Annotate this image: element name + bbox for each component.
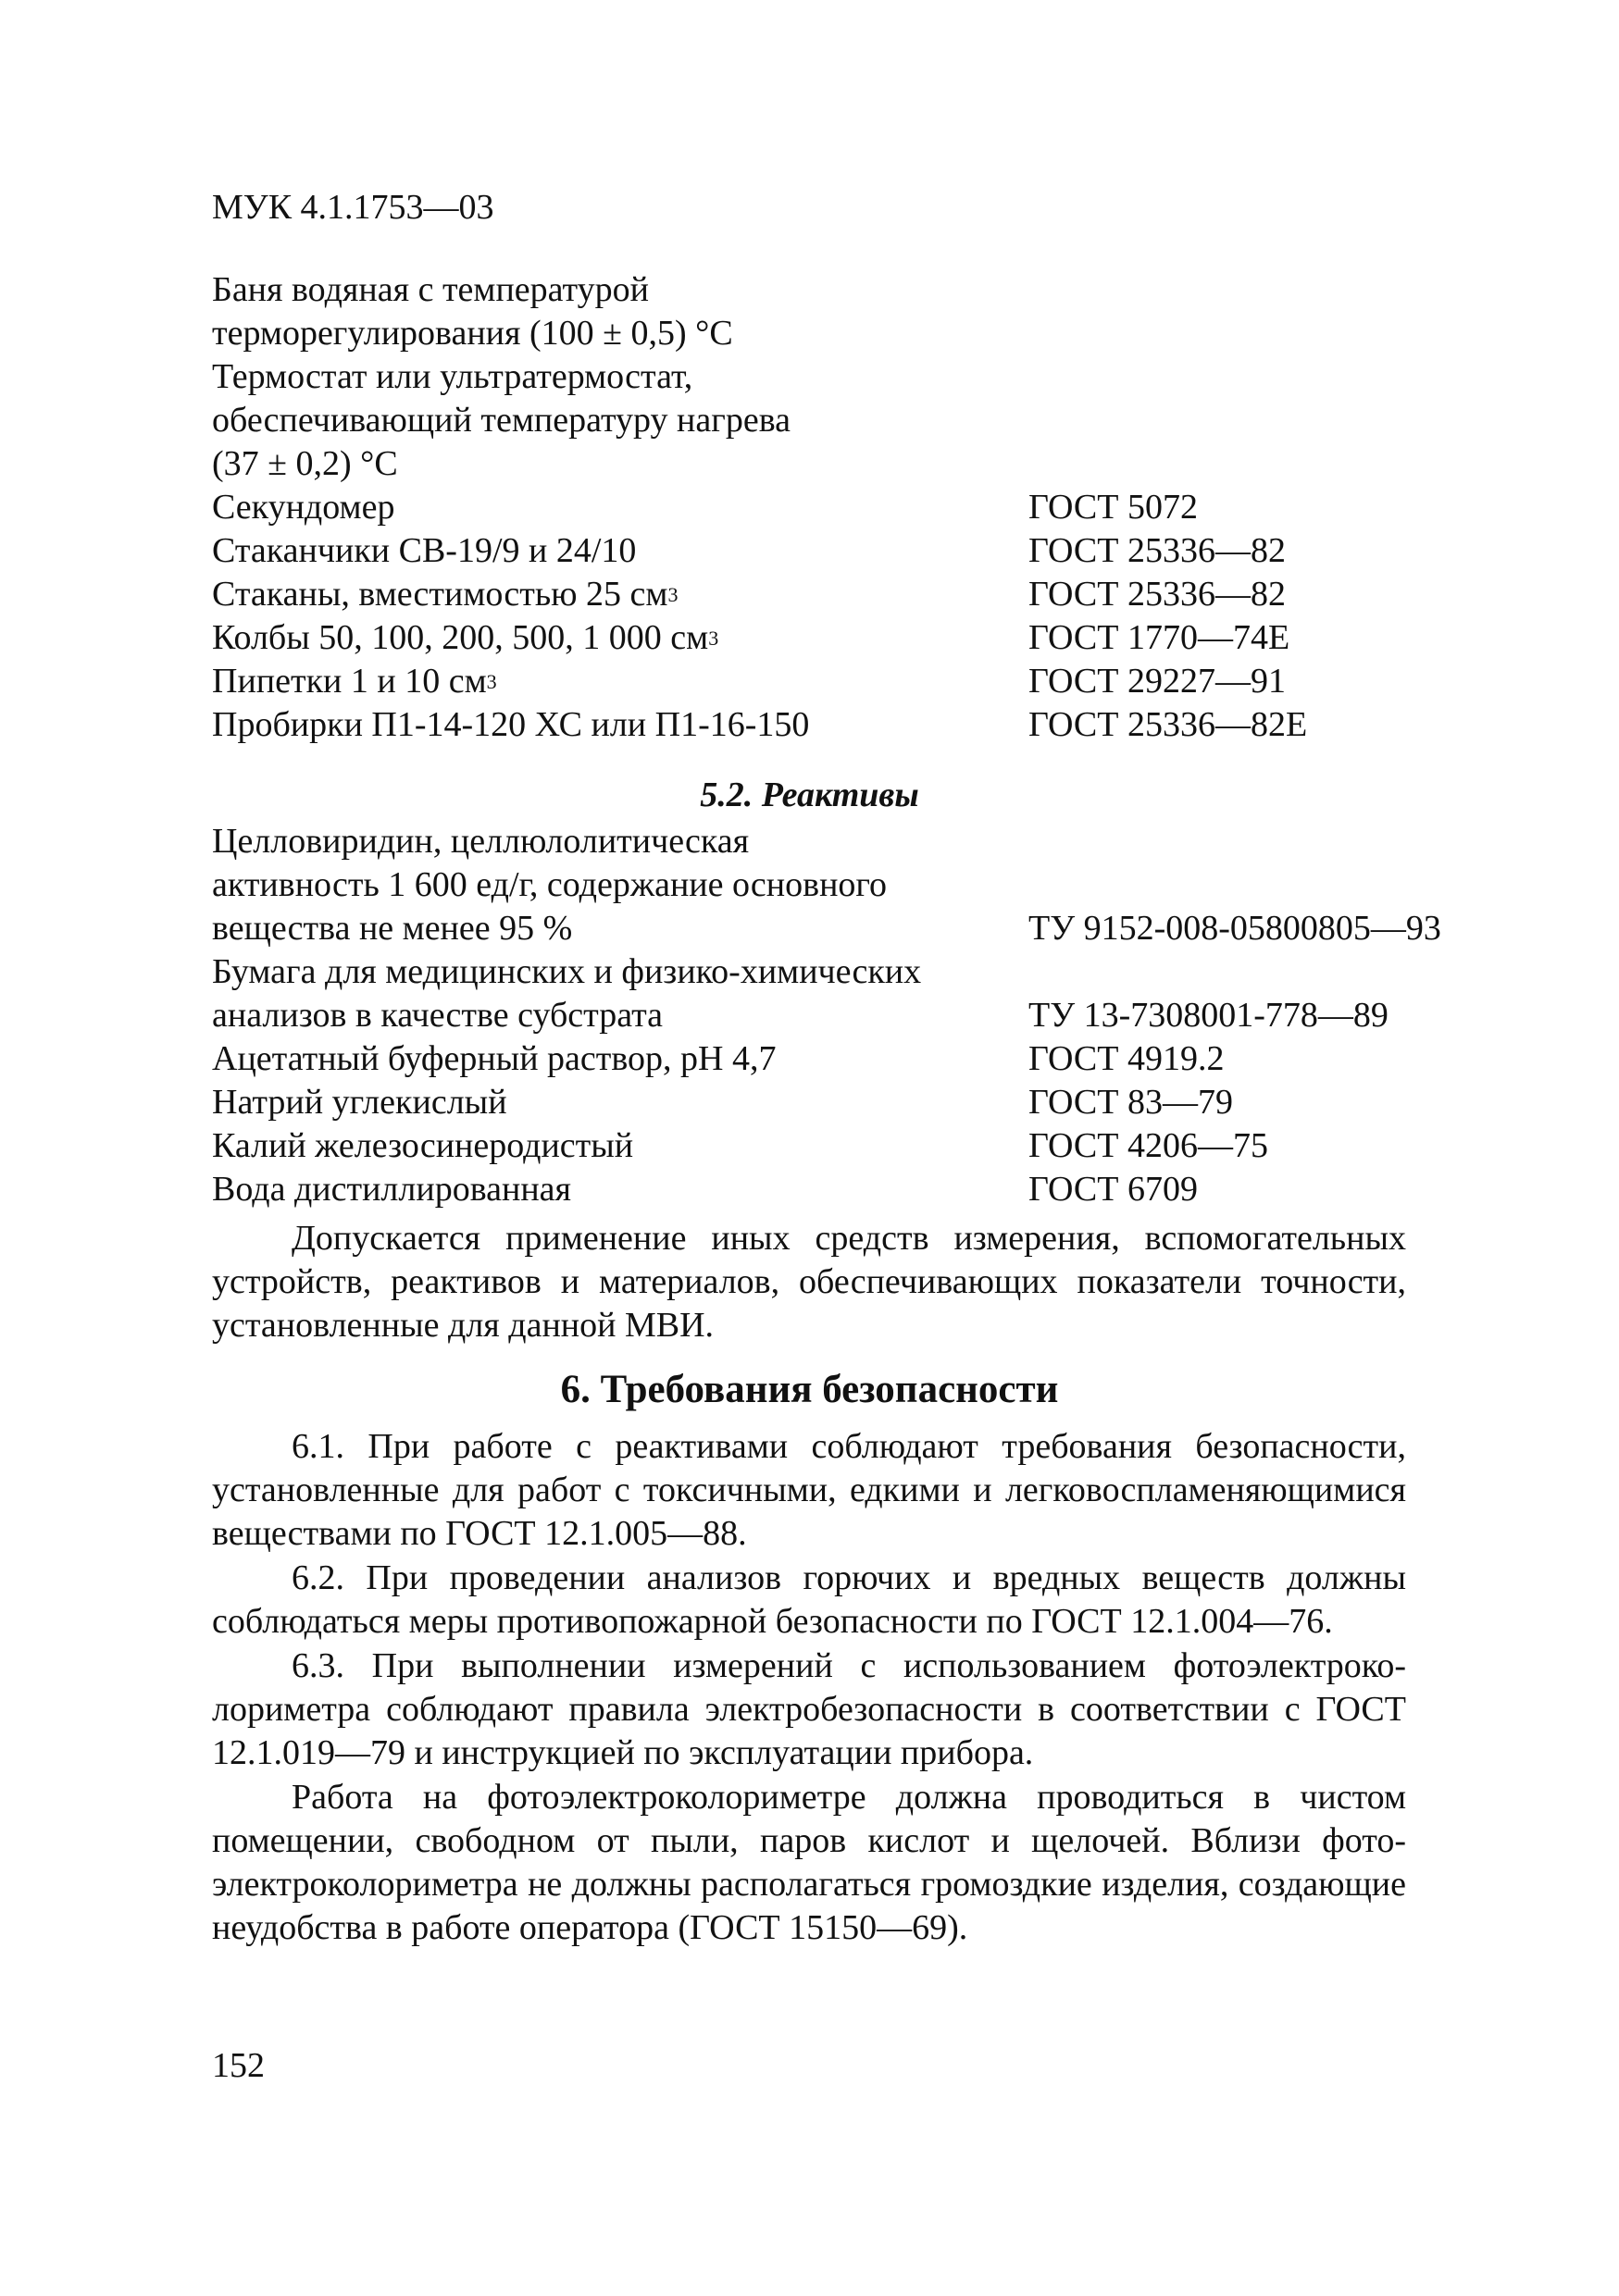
item-name: Калий железосинеродистый	[212, 1126, 634, 1165]
list-row	[212, 616, 1489, 660]
list-row	[212, 820, 1489, 863]
running-header: МУК 4.1.1753—03	[212, 188, 494, 227]
standard-reference: ГОСТ 25336—82	[1028, 531, 1286, 570]
list-row	[212, 312, 1489, 355]
page-number: 152	[212, 2046, 265, 2085]
item-name: (37 ± 0,2) °С	[212, 444, 398, 483]
list-row	[212, 355, 1489, 399]
item-name: Пипетки 1 и 10 $см^3$	[212, 662, 497, 701]
list-row	[212, 529, 1489, 573]
standard-reference: ГОСТ 5072	[1028, 488, 1198, 527]
list-row	[212, 863, 1489, 907]
item-name: терморегулирования (100 ± 0,5) °С	[212, 314, 733, 353]
item-name: обеспечивающий температуру нагрева	[212, 401, 791, 440]
item-name: Секундомер	[212, 488, 395, 527]
list-row	[212, 660, 1489, 703]
list-row	[212, 1081, 1489, 1124]
item-name: Вода дистиллированная	[212, 1170, 572, 1209]
standard-reference: ГОСТ 4919.2	[1028, 1039, 1225, 1078]
item-name: Целловиридин, целлюлолитическая	[212, 822, 750, 861]
equipment-list	[212, 268, 1489, 747]
item-name: Бумага для медицинских и физико-химических	[212, 952, 922, 991]
item-name: Баня водяная с температурой	[212, 270, 649, 309]
standard-reference: ГОСТ 25336—82	[1028, 575, 1286, 614]
paragraph-6-2: 6.2. При проведении анализов горючих и вредных веществ должны соблюдаться меры противопожарной безопасности по ГОСТ 12.1.004—76.	[212, 1558, 1406, 1641]
reagents-heading: 5.2. Реактивы	[700, 776, 919, 814]
list-row	[212, 994, 1489, 1037]
standard-reference: ГОСТ 6709	[1028, 1170, 1198, 1209]
item-name: Стаканчики СВ-19/9 и 24/10	[212, 531, 637, 570]
list-row	[212, 907, 1489, 950]
list-row	[212, 1037, 1489, 1081]
item-name: анализов в качестве субстрата	[212, 996, 664, 1035]
unit-superscript: 3	[667, 582, 679, 606]
standard-reference: ТУ 9152-008-05800805—93	[1028, 909, 1441, 948]
standard-reference: ГОСТ 29227—91	[1028, 662, 1286, 701]
standard-reference: ТУ 13-7308001-778—89	[1028, 996, 1389, 1035]
substitution-note: Допускается применение иных средств измерения, вспомогательных устройств, реактивов и материалов, обеспечивающих показатели точности, установленные для данной МВИ.	[212, 1219, 1406, 1345]
item-name: Ацетатный буферный раствор, рН 4,7	[212, 1039, 777, 1078]
paragraph-photocolorimeter-work: Работа на фотоэлектроколориметре должна проводиться в чистом помещении, свободном от пыли, паров кислот и щелочей. Вблизи фотоэлектроколориметра не должны располагаться громоздкие изделия, создающие неудобства в работе оператора (ГОСТ 15150—69).	[212, 1778, 1406, 1947]
item-name: Термостат или ультратермостат,	[212, 357, 693, 396]
item-name: Колбы 50, 100, 200, 500, 1 000 $см^3$	[212, 618, 719, 657]
list-row	[212, 1124, 1489, 1168]
item-name: Пробирки П1-14-120 ХС или П1-16-150	[212, 705, 810, 744]
item-name: активность 1 600 ед/г, содержание основного	[212, 865, 888, 904]
standard-reference: ГОСТ 4206—75	[1028, 1126, 1268, 1165]
standard-reference: ГОСТ 25336—82Е	[1028, 705, 1308, 744]
paragraph-6-3: 6.3. При выполнении измерений с использованием фотоэлектроколориметра соблюдают правила электробезопасности в соответствии с ГОСТ 12.1.019—79 и инструкцией по эксплуатации прибора.	[212, 1646, 1406, 1772]
unit-superscript: 3	[486, 669, 497, 693]
standard-reference: ГОСТ 83—79	[1028, 1083, 1233, 1122]
paragraph-6-1: 6.1. При работе с реактивами соблюдают требования безопасности, установленные для работ с токсичными, едкими и легковоспламеняющимися веществами по ГОСТ 12.1.005—88.	[212, 1427, 1406, 1553]
item-name: Стаканы, вместимостью 25 $см^3$	[212, 575, 679, 614]
list-row	[212, 442, 1489, 486]
list-row	[212, 573, 1489, 616]
item-name: Натрий углекислый	[212, 1083, 507, 1122]
list-row	[212, 1168, 1489, 1211]
list-row	[212, 950, 1489, 994]
standard-reference: ГОСТ 1770—74Е	[1028, 618, 1290, 657]
list-row	[212, 268, 1489, 312]
section-title: 6. Требования безопасности	[560, 1368, 1059, 1411]
unit-superscript: 3	[708, 626, 719, 650]
list-row	[212, 399, 1489, 442]
list-row	[212, 486, 1489, 529]
reagents-list	[212, 820, 1489, 1211]
item-name: вещества не менее 95 %	[212, 909, 573, 948]
list-row	[212, 703, 1489, 747]
